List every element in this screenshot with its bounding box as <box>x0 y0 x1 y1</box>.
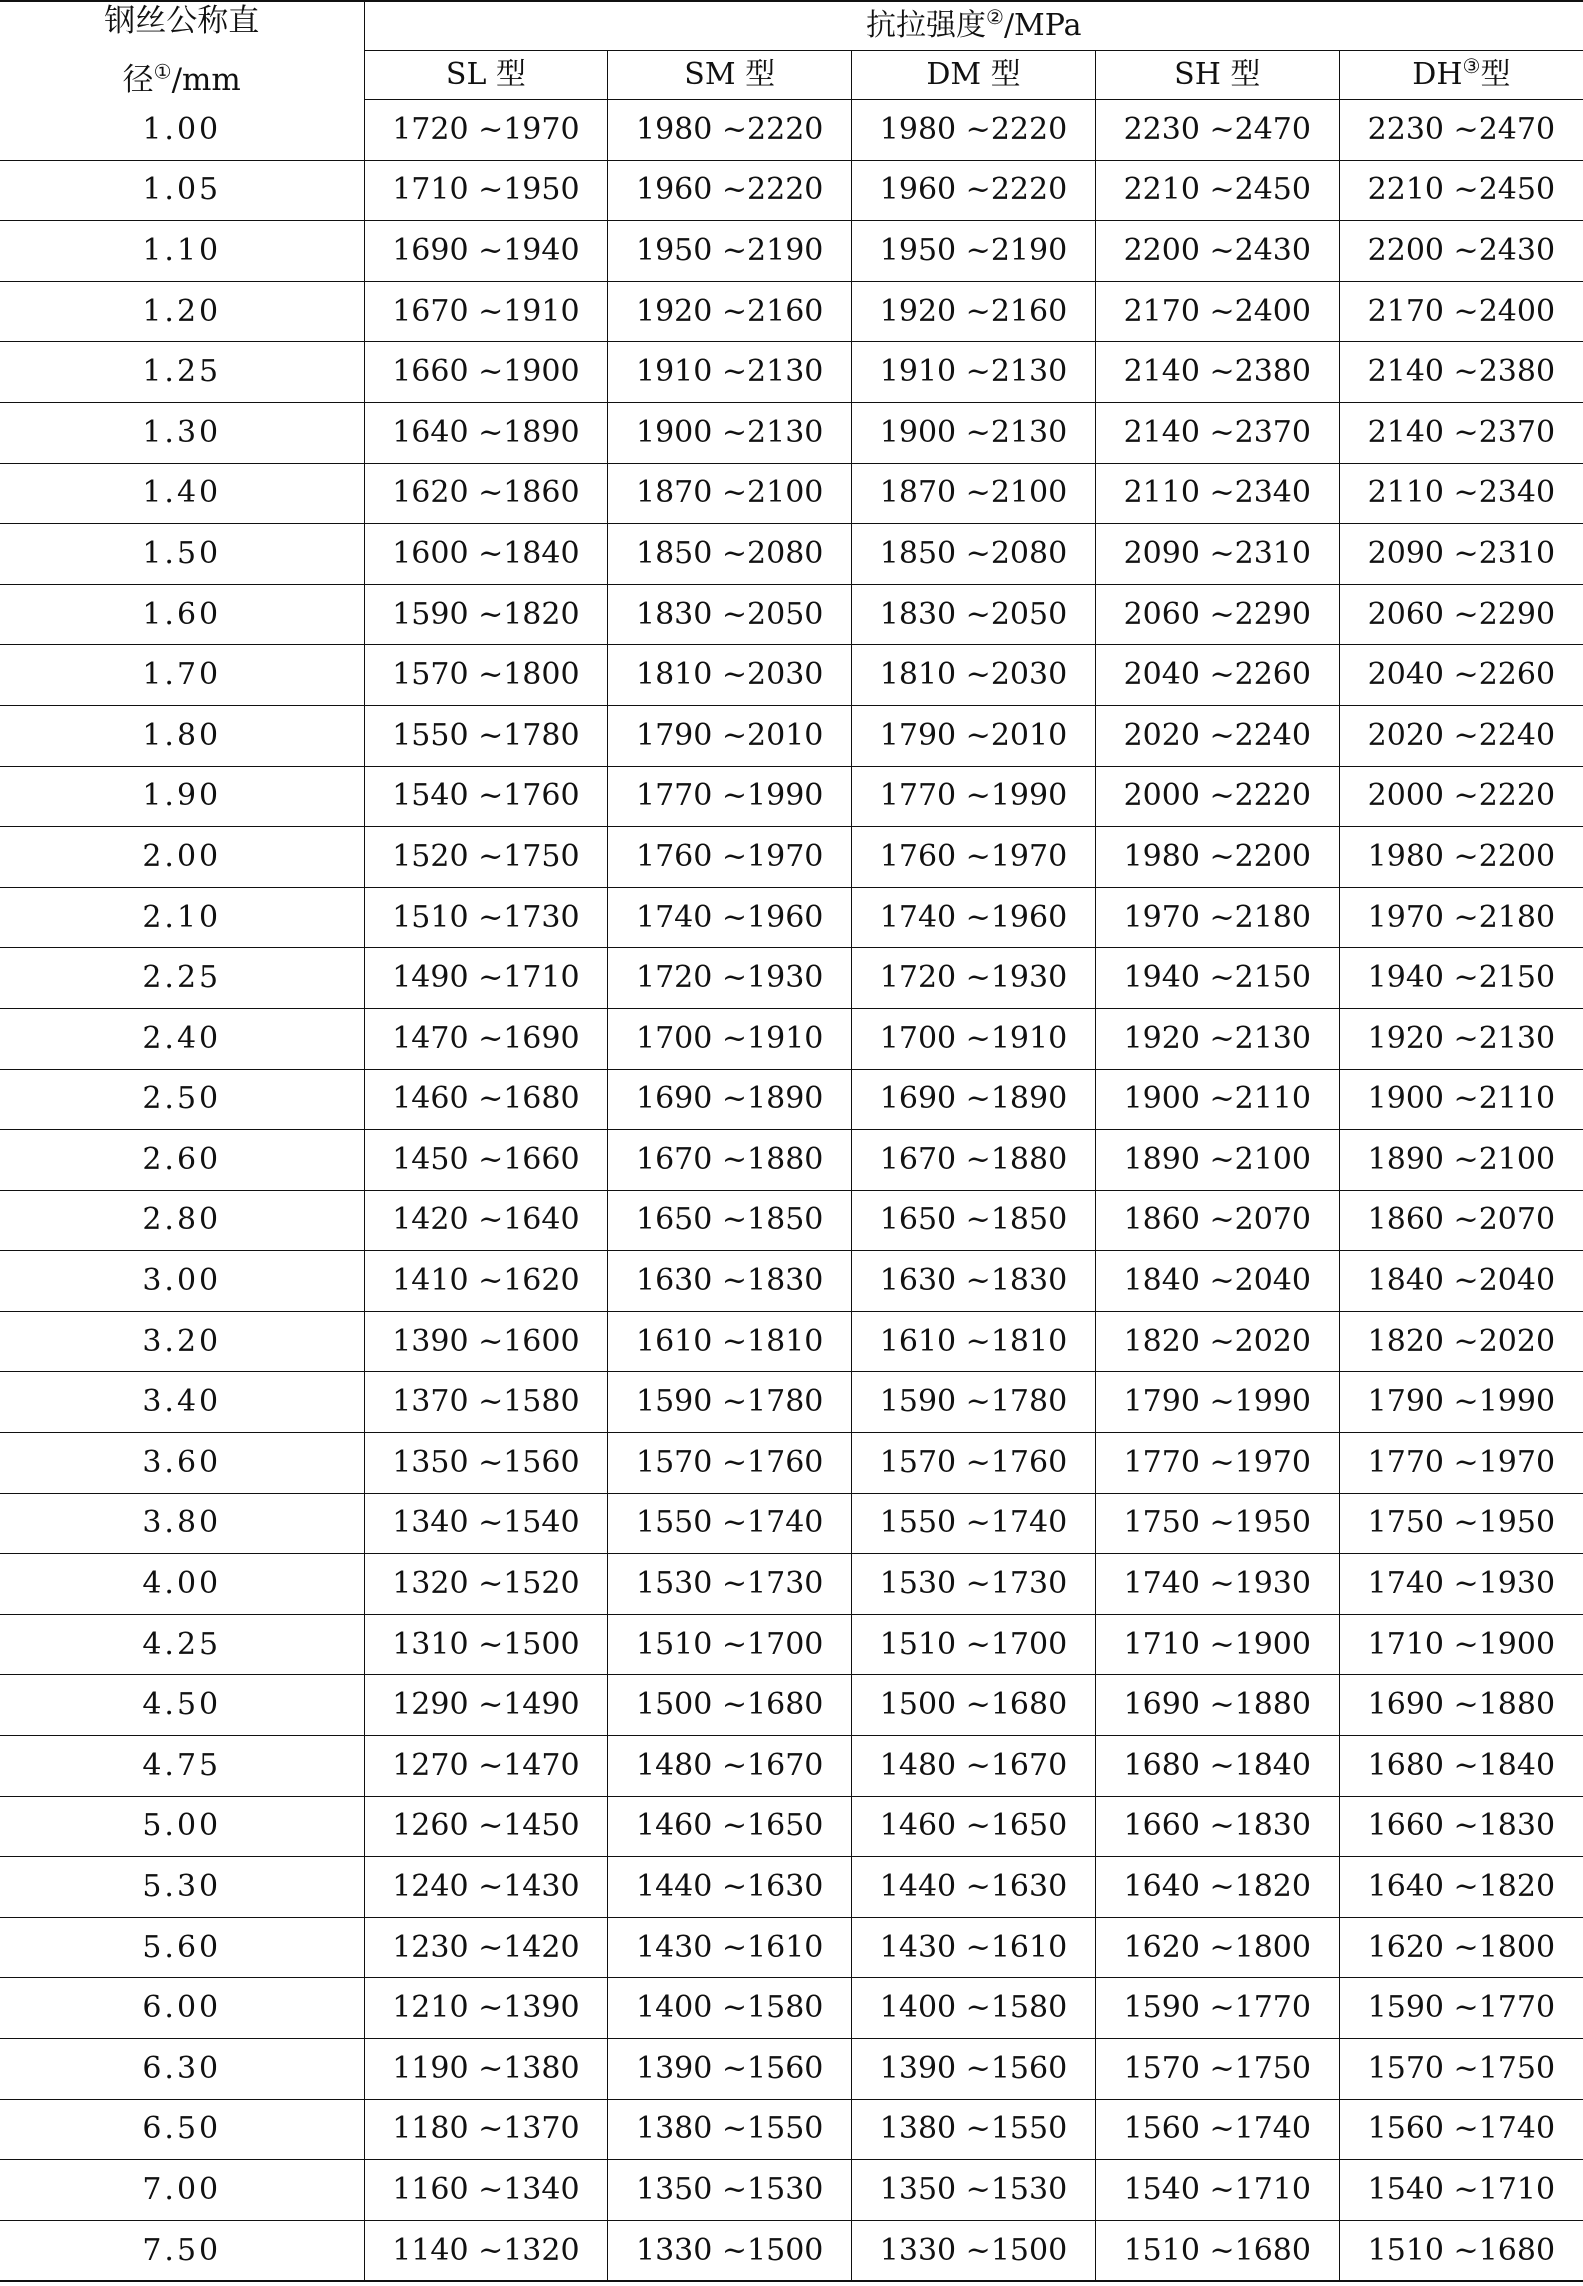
table-row <box>0 1130 1583 1191</box>
strength-cell-sh: 2040 ~2260 <box>1095 645 1339 706</box>
strength-cell-sm: 1400 ~1580 <box>608 1978 852 2039</box>
diameter-cell: 1.70 <box>0 645 364 706</box>
strength-cell-sh: 1710 ~1900 <box>1095 1614 1339 1675</box>
diameter-cell: 1.25 <box>0 342 364 403</box>
strength-cell-sh: 1980 ~2200 <box>1095 827 1339 888</box>
strength-cell-dm: 1500 ~1680 <box>852 1675 1096 1736</box>
strength-cell-sl: 1320 ~1520 <box>364 1554 608 1615</box>
strength-cell-sm: 1960 ~2220 <box>608 160 852 221</box>
strength-cell-sm: 1500 ~1680 <box>608 1675 852 1736</box>
table-row <box>0 1857 1583 1918</box>
table-row <box>0 342 1583 403</box>
diameter-cell: 1.90 <box>0 766 364 827</box>
strength-cell-dh: 2170 ~2400 <box>1339 281 1583 342</box>
table-row <box>0 887 1583 948</box>
strength-cell-dh: 1750 ~1950 <box>1339 1493 1583 1554</box>
strength-cell-sh: 1590 ~1770 <box>1095 1978 1339 2039</box>
strength-cell-dm: 1870 ~2100 <box>852 463 1096 524</box>
diameter-cell: 1.00 <box>0 100 364 161</box>
strength-cell-sh: 2020 ~2240 <box>1095 705 1339 766</box>
strength-cell-sl: 1720 ~1970 <box>364 100 608 161</box>
strength-cell-dh: 1710 ~1900 <box>1339 1614 1583 1675</box>
strength-cell-sm: 1760 ~1970 <box>608 827 852 888</box>
diameter-cell: 5.30 <box>0 1857 364 1918</box>
table-row <box>0 1008 1583 1069</box>
table-body <box>0 100 1583 2282</box>
strength-cell-sl: 1640 ~1890 <box>364 402 608 463</box>
diameter-cell: 5.00 <box>0 1796 364 1857</box>
strength-cell-dm: 1670 ~1880 <box>852 1130 1096 1191</box>
diameter-cell: 2.80 <box>0 1190 364 1251</box>
diameter-cell: 1.10 <box>0 221 364 282</box>
diameter-cell: 1.40 <box>0 463 364 524</box>
strength-cell-dm: 1790 ~2010 <box>852 705 1096 766</box>
strength-cell-sm: 1950 ~2190 <box>608 221 852 282</box>
strength-cell-dm: 1590 ~1780 <box>852 1372 1096 1433</box>
strength-cell-dm: 1950 ~2190 <box>852 221 1096 282</box>
table-row <box>0 2099 1583 2160</box>
strength-cell-dm: 1850 ~2080 <box>852 524 1096 585</box>
strength-cell-sm: 1330 ~1500 <box>608 2220 852 2281</box>
strength-cell-dh: 1920 ~2130 <box>1339 1008 1583 1069</box>
strength-cell-dm: 1480 ~1670 <box>852 1736 1096 1797</box>
table-row <box>0 1190 1583 1251</box>
table-row <box>0 402 1583 463</box>
strength-cell-sh: 1680 ~1840 <box>1095 1736 1339 1797</box>
grade-header-dm: DM 型 <box>852 51 1096 100</box>
strength-cell-dh: 1980 ~2200 <box>1339 827 1583 888</box>
table-row <box>0 221 1583 282</box>
diameter-cell: 4.25 <box>0 1614 364 1675</box>
diameter-cell: 1.05 <box>0 160 364 221</box>
strength-cell-sh: 1510 ~1680 <box>1095 2220 1339 2281</box>
table-row <box>0 1736 1583 1797</box>
diameter-cell: 2.50 <box>0 1069 364 1130</box>
strength-cell-sl: 1490 ~1710 <box>364 948 608 1009</box>
table-row <box>0 948 1583 1009</box>
diameter-cell: 6.00 <box>0 1978 364 2039</box>
strength-cell-sh: 1570 ~1750 <box>1095 2039 1339 2100</box>
strength-cell-sh: 1840 ~2040 <box>1095 1251 1339 1312</box>
strength-cell-sh: 2210 ~2450 <box>1095 160 1339 221</box>
strength-cell-sh: 1900 ~2110 <box>1095 1069 1339 1130</box>
strength-cell-dm: 1960 ~2220 <box>852 160 1096 221</box>
table-row <box>0 1372 1583 1433</box>
diameter-cell: 1.20 <box>0 281 364 342</box>
strength-cell-dh: 1740 ~1930 <box>1339 1554 1583 1615</box>
strength-cell-sh: 1560 ~1740 <box>1095 2099 1339 2160</box>
table-row <box>0 2220 1583 2281</box>
strength-cell-dh: 1590 ~1770 <box>1339 1978 1583 2039</box>
strength-cell-sh: 2000 ~2220 <box>1095 766 1339 827</box>
strength-cell-dh: 1790 ~1990 <box>1339 1372 1583 1433</box>
table-row <box>0 2160 1583 2221</box>
strength-cell-sl: 1310 ~1500 <box>364 1614 608 1675</box>
strength-cell-sm: 1390 ~1560 <box>608 2039 852 2100</box>
table-row <box>0 1917 1583 1978</box>
strength-cell-dm: 1980 ~2220 <box>852 100 1096 161</box>
strength-cell-sl: 1620 ~1860 <box>364 463 608 524</box>
strength-cell-sl: 1600 ~1840 <box>364 524 608 585</box>
strength-cell-dh: 2210 ~2450 <box>1339 160 1583 221</box>
strength-cell-sh: 1740 ~1930 <box>1095 1554 1339 1615</box>
table-row <box>0 1069 1583 1130</box>
diameter-cell: 6.30 <box>0 2039 364 2100</box>
strength-cell-dm: 1390 ~1560 <box>852 2039 1096 2100</box>
strength-cell-dm: 1690 ~1890 <box>852 1069 1096 1130</box>
strength-cell-sm: 1650 ~1850 <box>608 1190 852 1251</box>
strength-cell-sm: 1720 ~1930 <box>608 948 852 1009</box>
strength-cell-dh: 2140 ~2370 <box>1339 402 1583 463</box>
table-row <box>0 100 1583 161</box>
strength-cell-dh: 1660 ~1830 <box>1339 1796 1583 1857</box>
table-row <box>0 645 1583 706</box>
table-row <box>0 1311 1583 1372</box>
strength-cell-sm: 1570 ~1760 <box>608 1433 852 1494</box>
table-row <box>0 524 1583 585</box>
strength-cell-sh: 2140 ~2370 <box>1095 402 1339 463</box>
strength-cell-sl: 1550 ~1780 <box>364 705 608 766</box>
strength-cell-sl: 1470 ~1690 <box>364 1008 608 1069</box>
strength-cell-sh: 2170 ~2400 <box>1095 281 1339 342</box>
strength-cell-dm: 1900 ~2130 <box>852 402 1096 463</box>
strength-cell-sm: 1530 ~1730 <box>608 1554 852 1615</box>
diameter-cell: 4.00 <box>0 1554 364 1615</box>
strength-cell-dh: 2020 ~2240 <box>1339 705 1583 766</box>
strength-cell-sh: 2110 ~2340 <box>1095 463 1339 524</box>
strength-cell-sh: 2090 ~2310 <box>1095 524 1339 585</box>
strength-cell-dh: 1690 ~1880 <box>1339 1675 1583 1736</box>
strength-cell-sh: 1790 ~1990 <box>1095 1372 1339 1433</box>
strength-cell-sm: 1670 ~1880 <box>608 1130 852 1191</box>
strength-cell-sm: 1870 ~2100 <box>608 463 852 524</box>
table-row <box>0 1675 1583 1736</box>
table-row <box>0 1493 1583 1554</box>
diameter-cell: 1.30 <box>0 402 364 463</box>
diameter-cell: 6.50 <box>0 2099 364 2160</box>
strength-cell-sh: 1970 ~2180 <box>1095 887 1339 948</box>
strength-cell-dm: 1460 ~1650 <box>852 1796 1096 1857</box>
strength-cell-sl: 1590 ~1820 <box>364 584 608 645</box>
diameter-header <box>0 1 364 100</box>
strength-cell-dm: 1630 ~1830 <box>852 1251 1096 1312</box>
strength-cell-sm: 1980 ~2220 <box>608 100 852 161</box>
strength-cell-sm: 1910 ~2130 <box>608 342 852 403</box>
grade-header-sl: SL 型 <box>364 51 608 100</box>
strength-cell-sl: 1540 ~1760 <box>364 766 608 827</box>
strength-cell-dh: 1840 ~2040 <box>1339 1251 1583 1312</box>
strength-cell-sh: 1940 ~2150 <box>1095 948 1339 1009</box>
strength-cell-sl: 1370 ~1580 <box>364 1372 608 1433</box>
diameter-header-line2: 径①/mm <box>122 59 241 98</box>
table-row <box>0 160 1583 221</box>
diameter-cell: 1.60 <box>0 584 364 645</box>
strength-cell-dh: 1770 ~1970 <box>1339 1433 1583 1494</box>
strength-cell-sl: 1670 ~1910 <box>364 281 608 342</box>
table-row <box>0 1251 1583 1312</box>
strength-cell-dm: 1910 ~2130 <box>852 342 1096 403</box>
strength-cell-sh: 2060 ~2290 <box>1095 584 1339 645</box>
strength-cell-sh: 1770 ~1970 <box>1095 1433 1339 1494</box>
strength-cell-sm: 1590 ~1780 <box>608 1372 852 1433</box>
table-row <box>0 827 1583 888</box>
strength-cell-dh: 2230 ~2470 <box>1339 100 1583 161</box>
table-row <box>0 1433 1583 1494</box>
diameter-note-mark: ① <box>153 59 172 84</box>
strength-cell-sl: 1520 ~1750 <box>364 827 608 888</box>
strength-cell-dm: 1380 ~1550 <box>852 2099 1096 2160</box>
strength-cell-sm: 1510 ~1700 <box>608 1614 852 1675</box>
diameter-cell: 3.40 <box>0 1372 364 1433</box>
strength-cell-dm: 1650 ~1850 <box>852 1190 1096 1251</box>
strength-cell-sh: 2200 ~2430 <box>1095 221 1339 282</box>
strength-cell-dm: 1770 ~1990 <box>852 766 1096 827</box>
strength-cell-sl: 1660 ~1900 <box>364 342 608 403</box>
strength-cell-dm: 1330 ~1500 <box>852 2220 1096 2281</box>
table-row <box>0 766 1583 827</box>
strength-cell-sh: 1690 ~1880 <box>1095 1675 1339 1736</box>
table-row <box>0 281 1583 342</box>
strength-cell-dh: 2040 ~2260 <box>1339 645 1583 706</box>
diameter-cell: 1.50 <box>0 524 364 585</box>
strength-cell-dm: 1610 ~1810 <box>852 1311 1096 1372</box>
strength-cell-sm: 1900 ~2130 <box>608 402 852 463</box>
strength-header: 抗拉强度②/MPa <box>364 1 1583 51</box>
strength-cell-dm: 1920 ~2160 <box>852 281 1096 342</box>
strength-cell-dm: 1720 ~1930 <box>852 948 1096 1009</box>
diameter-cell: 4.75 <box>0 1736 364 1797</box>
strength-cell-sh: 2230 ~2470 <box>1095 100 1339 161</box>
strength-cell-sm: 1850 ~2080 <box>608 524 852 585</box>
strength-cell-sl: 1390 ~1600 <box>364 1311 608 1372</box>
table-row <box>0 1614 1583 1675</box>
strength-cell-dm: 1430 ~1610 <box>852 1917 1096 1978</box>
strength-cell-dh: 1970 ~2180 <box>1339 887 1583 948</box>
strength-cell-dm: 1570 ~1760 <box>852 1433 1096 1494</box>
diameter-cell: 3.00 <box>0 1251 364 1312</box>
strength-cell-sh: 1890 ~2100 <box>1095 1130 1339 1191</box>
strength-cell-dh: 2060 ~2290 <box>1339 584 1583 645</box>
strength-cell-dh: 1940 ~2150 <box>1339 948 1583 1009</box>
strength-cell-sl: 1450 ~1660 <box>364 1130 608 1191</box>
grade-header-dh: DH③型 <box>1339 51 1583 100</box>
strength-cell-dm: 1740 ~1960 <box>852 887 1096 948</box>
strength-cell-dm: 1530 ~1730 <box>852 1554 1096 1615</box>
grade-header-sm: SM 型 <box>608 51 852 100</box>
strength-cell-dh: 1640 ~1820 <box>1339 1857 1583 1918</box>
strength-note-mark: ② <box>986 5 1004 29</box>
strength-cell-dm: 1830 ~2050 <box>852 584 1096 645</box>
table-row <box>0 1978 1583 2039</box>
diameter-cell: 3.20 <box>0 1311 364 1372</box>
strength-cell-sl: 1210 ~1390 <box>364 1978 608 2039</box>
strength-cell-dm: 1550 ~1740 <box>852 1493 1096 1554</box>
strength-cell-sl: 1290 ~1490 <box>364 1675 608 1736</box>
strength-cell-sl: 1410 ~1620 <box>364 1251 608 1312</box>
strength-cell-sm: 1350 ~1530 <box>608 2160 852 2221</box>
strength-cell-sh: 1920 ~2130 <box>1095 1008 1339 1069</box>
strength-cell-sl: 1340 ~1540 <box>364 1493 608 1554</box>
strength-cell-sm: 1550 ~1740 <box>608 1493 852 1554</box>
strength-cell-sm: 1440 ~1630 <box>608 1857 852 1918</box>
strength-cell-dh: 2140 ~2380 <box>1339 342 1583 403</box>
header-row-1 <box>0 1 1583 51</box>
table-row <box>0 2039 1583 2100</box>
strength-cell-sl: 1570 ~1800 <box>364 645 608 706</box>
table-row <box>0 705 1583 766</box>
strength-cell-dm: 1760 ~1970 <box>852 827 1096 888</box>
strength-cell-dh: 1570 ~1750 <box>1339 2039 1583 2100</box>
strength-cell-dm: 1510 ~1700 <box>852 1614 1096 1675</box>
strength-cell-sh: 1750 ~1950 <box>1095 1493 1339 1554</box>
strength-cell-sl: 1160 ~1340 <box>364 2160 608 2221</box>
strength-cell-sh: 1620 ~1800 <box>1095 1917 1339 1978</box>
strength-cell-sh: 1540 ~1710 <box>1095 2160 1339 2221</box>
strength-cell-dm: 1350 ~1530 <box>852 2160 1096 2221</box>
strength-cell-dh: 2090 ~2310 <box>1339 524 1583 585</box>
strength-cell-sm: 1380 ~1550 <box>608 2099 852 2160</box>
strength-cell-sm: 1430 ~1610 <box>608 1917 852 1978</box>
strength-cell-dh: 2200 ~2430 <box>1339 221 1583 282</box>
strength-cell-dh: 1890 ~2100 <box>1339 1130 1583 1191</box>
strength-cell-sh: 1860 ~2070 <box>1095 1190 1339 1251</box>
strength-cell-sl: 1350 ~1560 <box>364 1433 608 1494</box>
strength-cell-sm: 1460 ~1650 <box>608 1796 852 1857</box>
strength-cell-sm: 1630 ~1830 <box>608 1251 852 1312</box>
diameter-cell: 2.40 <box>0 1008 364 1069</box>
strength-cell-sl: 1240 ~1430 <box>364 1857 608 1918</box>
strength-cell-sm: 1920 ~2160 <box>608 281 852 342</box>
strength-cell-dh: 1900 ~2110 <box>1339 1069 1583 1130</box>
strength-cell-dh: 2110 ~2340 <box>1339 463 1583 524</box>
diameter-cell: 2.10 <box>0 887 364 948</box>
strength-cell-dh: 1860 ~2070 <box>1339 1190 1583 1251</box>
strength-cell-sl: 1510 ~1730 <box>364 887 608 948</box>
strength-cell-sm: 1690 ~1890 <box>608 1069 852 1130</box>
strength-cell-sl: 1710 ~1950 <box>364 160 608 221</box>
strength-cell-sl: 1260 ~1450 <box>364 1796 608 1857</box>
diameter-cell: 3.80 <box>0 1493 364 1554</box>
strength-cell-sm: 1740 ~1960 <box>608 887 852 948</box>
diameter-cell: 7.50 <box>0 2220 364 2281</box>
strength-cell-sh: 2140 ~2380 <box>1095 342 1339 403</box>
diameter-cell: 1.80 <box>0 705 364 766</box>
diameter-cell: 2.00 <box>0 827 364 888</box>
strength-cell-dh: 1510 ~1680 <box>1339 2220 1583 2281</box>
diameter-cell: 5.60 <box>0 1917 364 1978</box>
strength-cell-sl: 1420 ~1640 <box>364 1190 608 1251</box>
diameter-header-line1: 钢丝公称直 <box>104 2 260 39</box>
strength-cell-dh: 1560 ~1740 <box>1339 2099 1583 2160</box>
strength-cell-dh: 2000 ~2220 <box>1339 766 1583 827</box>
strength-cell-sm: 1480 ~1670 <box>608 1736 852 1797</box>
strength-cell-sm: 1830 ~2050 <box>608 584 852 645</box>
strength-cell-sm: 1700 ~1910 <box>608 1008 852 1069</box>
table-row <box>0 1796 1583 1857</box>
strength-cell-sl: 1230 ~1420 <box>364 1917 608 1978</box>
strength-cell-dh: 1540 ~1710 <box>1339 2160 1583 2221</box>
diameter-cell: 3.60 <box>0 1433 364 1494</box>
diameter-cell: 4.50 <box>0 1675 364 1736</box>
strength-cell-dh: 1620 ~1800 <box>1339 1917 1583 1978</box>
diameter-cell: 7.00 <box>0 2160 364 2221</box>
strength-cell-sl: 1690 ~1940 <box>364 221 608 282</box>
strength-cell-dh: 1680 ~1840 <box>1339 1736 1583 1797</box>
strength-cell-sl: 1270 ~1470 <box>364 1736 608 1797</box>
strength-cell-dh: 1820 ~2020 <box>1339 1311 1583 1372</box>
strength-cell-dm: 1810 ~2030 <box>852 645 1096 706</box>
strength-cell-sl: 1460 ~1680 <box>364 1069 608 1130</box>
table-row <box>0 1554 1583 1615</box>
strength-cell-sl: 1180 ~1370 <box>364 2099 608 2160</box>
strength-cell-dm: 1700 ~1910 <box>852 1008 1096 1069</box>
strength-cell-sl: 1190 ~1380 <box>364 2039 608 2100</box>
dh-note-mark: ③ <box>1462 54 1481 78</box>
strength-cell-sm: 1790 ~2010 <box>608 705 852 766</box>
strength-cell-sh: 1640 ~1820 <box>1095 1857 1339 1918</box>
strength-cell-sm: 1770 ~1990 <box>608 766 852 827</box>
strength-cell-sh: 1660 ~1830 <box>1095 1796 1339 1857</box>
strength-cell-sl: 1140 ~1320 <box>364 2220 608 2281</box>
diameter-cell: 2.25 <box>0 948 364 1009</box>
strength-cell-sm: 1610 ~1810 <box>608 1311 852 1372</box>
grade-header-sh: SH 型 <box>1095 51 1339 100</box>
strength-cell-sm: 1810 ~2030 <box>608 645 852 706</box>
strength-cell-dm: 1440 ~1630 <box>852 1857 1096 1918</box>
table-row <box>0 463 1583 524</box>
table-row <box>0 584 1583 645</box>
strength-cell-sh: 1820 ~2020 <box>1095 1311 1339 1372</box>
strength-cell-dm: 1400 ~1580 <box>852 1978 1096 2039</box>
diameter-cell: 2.60 <box>0 1130 364 1191</box>
